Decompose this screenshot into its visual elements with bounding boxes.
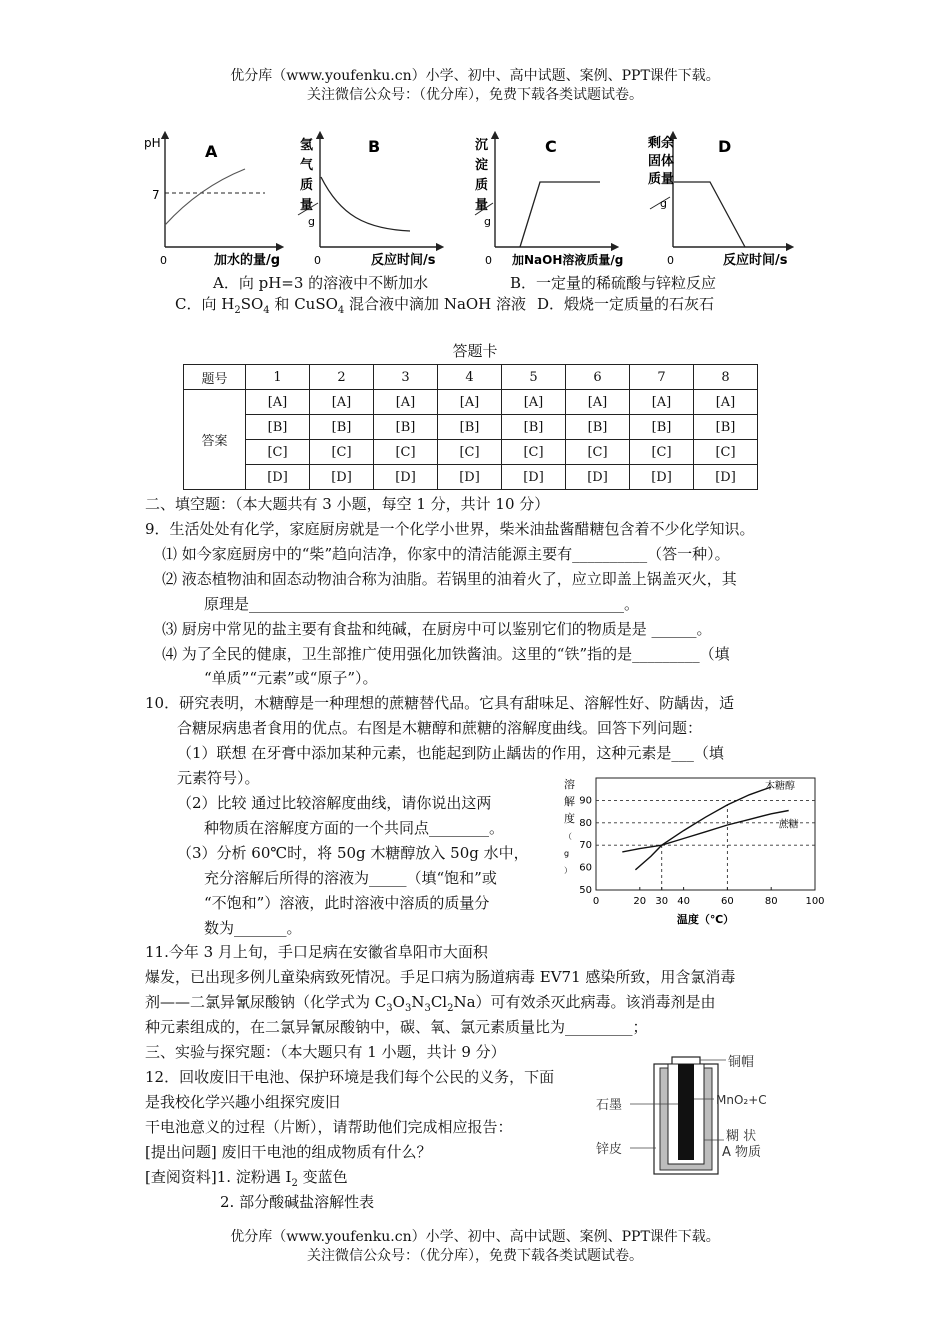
- x-tick-40: 40: [677, 896, 690, 907]
- answer-card-title: 答题卡: [452, 342, 498, 360]
- q11-line-1: 11.今年 3 月上旬，手口足病在安徽省阜阳市大面积: [145, 943, 488, 961]
- choice-1a[interactable]: [A]: [246, 390, 310, 415]
- y-label-char: 度: [564, 812, 575, 825]
- q9-part-2b: 原理是__________________________________________________。: [204, 595, 640, 613]
- q10-part-2a: （2）比较 通过比较溶解度曲线，请你说出这两: [177, 794, 492, 812]
- choice-1c[interactable]: [C]: [246, 440, 310, 465]
- choice-6b[interactable]: [B]: [566, 415, 630, 440]
- label-zinc: 锌皮: [596, 1142, 623, 1157]
- footer-line-1: 优分库（www.youfenku.cn）小学、初中、高中试题、案例、PPT课件下载。: [230, 1229, 720, 1245]
- svg-text:g: g: [308, 215, 315, 228]
- svg-text:g: g: [660, 197, 667, 210]
- y-label-char: 解: [564, 795, 575, 808]
- num-5: 5: [502, 365, 566, 390]
- q11-line-3: 剂——二氯异氰尿酸钠（化学式为 $C_3O_3N_3Cl_2Na$）可有效杀灭此病毒。该消毒剂是由: [145, 993, 716, 1014]
- choice-4c[interactable]: [C]: [438, 440, 502, 465]
- q10-part-3a: （3）分析 60℃时，将 50g 木糖醇放入 50g 水中，: [177, 844, 529, 862]
- y-tick-90: 90: [579, 795, 592, 807]
- choice-2c[interactable]: [C]: [310, 440, 374, 465]
- choice-8b[interactable]: [B]: [694, 415, 758, 440]
- x-tick-20: 20: [633, 896, 647, 907]
- choice-3c[interactable]: [C]: [374, 440, 438, 465]
- choice-5c[interactable]: [C]: [502, 440, 566, 465]
- q11-line-4: 种元素组成的，在二氯异氰尿酸钠中，碳、氧、氯元素质量比为_________；: [145, 1018, 648, 1036]
- y-label-char: g: [564, 849, 570, 858]
- graphs-abcd: [140, 125, 820, 275]
- choice-4d[interactable]: [D]: [438, 465, 502, 490]
- battery-diagram: [590, 1052, 790, 1177]
- choice-3a[interactable]: [A]: [374, 390, 438, 415]
- graph-b-curve: [321, 177, 410, 231]
- answer-card: [183, 364, 758, 490]
- x-tick-0: 0: [592, 896, 600, 907]
- choice-4a[interactable]: [A]: [438, 390, 502, 415]
- q12-line-1: 12．回收废旧干电池、保护环境是我们每个公民的义务，下面: [145, 1068, 555, 1086]
- num-1: 1: [246, 365, 310, 390]
- q9-part-2a: ⑵ 液态植物油和固态动物油合称为油脂。若锅里的油着火了，应立即盖上锅盖灭火，其: [162, 570, 737, 588]
- svg-text:质量: 质量: [648, 172, 675, 187]
- choice-7c[interactable]: [C]: [630, 440, 694, 465]
- q9-part-1: ⑴ 如今家庭厨房中的“柴”趋向洁净，你家中的清洁能源主要有__________（答一种）。: [162, 545, 730, 563]
- choice-2d[interactable]: [D]: [310, 465, 374, 490]
- svg-text:g: g: [484, 215, 491, 228]
- series-label-2: 蔗糖: [778, 819, 799, 831]
- option-d: D．煅烧一定质量的石灰石: [537, 295, 715, 313]
- num-8: 8: [694, 365, 758, 390]
- graph-d-letter: D: [718, 137, 732, 156]
- q12-line-3: 干电池意义的过程（片断），请帮助他们完成相应报告：: [145, 1118, 513, 1136]
- series-line-1: [635, 787, 771, 870]
- graph-d: [648, 135, 790, 268]
- choice-5b[interactable]: [B]: [502, 415, 566, 440]
- choice-5a[interactable]: [A]: [502, 390, 566, 415]
- section-3-title: 三、实验与探究题：（本大题只有 1 小题，共计 9 分）: [145, 1043, 506, 1061]
- col-header: 题号: [184, 365, 246, 390]
- num-6: 6: [566, 365, 630, 390]
- graph-c-letter: C: [545, 137, 557, 156]
- label-graphite: 石墨: [596, 1098, 623, 1113]
- q9-part-4b: “单质”“元素”或“原子”）。: [204, 669, 378, 687]
- graph-b-letter: B: [368, 137, 381, 156]
- num-3: 3: [374, 365, 438, 390]
- graph-d-xlabel: 反应时间/s: [723, 253, 788, 268]
- q9-part-4a: ⑷ 为了全民的健康，卫生部推广使用强化加铁酱油。这里的“铁”指的是_________（填: [162, 645, 730, 663]
- y-label-char: （: [564, 832, 572, 841]
- svg-text:氢: 氢: [300, 138, 314, 153]
- series-label-1: 木糖醇: [764, 781, 795, 793]
- y-tick-70: 70: [579, 840, 592, 852]
- y-label-char: 溶: [564, 778, 575, 791]
- svg-text:固体: 固体: [648, 154, 675, 169]
- choice-6a[interactable]: [A]: [566, 390, 630, 415]
- choice-3b[interactable]: [B]: [374, 415, 438, 440]
- graph-a: [144, 135, 280, 268]
- label-cap: 铜帽: [728, 1055, 755, 1070]
- choice-8c[interactable]: [C]: [694, 440, 758, 465]
- choice-8a[interactable]: [A]: [694, 390, 758, 415]
- svg-text:质: 质: [475, 178, 489, 193]
- choice-6d[interactable]: [D]: [566, 465, 630, 490]
- q9-part-3: ⑶ 厨房中常见的盐主要有食盐和纯碱，在厨房中可以鉴别它们的物质是是 ______。: [162, 620, 712, 638]
- graph-a-curve: [165, 169, 245, 225]
- choice-3d[interactable]: [D]: [374, 465, 438, 490]
- q10-part-2b: 种物质在溶解度方面的一个共同点________。: [204, 819, 505, 837]
- choice-8d[interactable]: [D]: [694, 465, 758, 490]
- graph-a-tick: 7: [152, 188, 160, 202]
- q10-stem-1: 10．研究表明，木糖醇是一种理想的蔗糖替代品。它具有甜味足、溶解性好、防龋齿，适: [145, 694, 735, 712]
- choice-1d[interactable]: [D]: [246, 465, 310, 490]
- choice-7d[interactable]: [D]: [630, 465, 694, 490]
- label-mix: MnO₂+C: [716, 1093, 767, 1107]
- choice-7a[interactable]: [A]: [630, 390, 694, 415]
- q10-stem-2: 合糖尿病患者食用的优点。右图是木糖醇和蔗糖的溶解度曲线。回答下列问题：: [177, 719, 703, 737]
- graph-d-curve: [674, 182, 745, 247]
- choice-6c[interactable]: [C]: [566, 440, 630, 465]
- y-tick-50: 50: [579, 885, 592, 896]
- svg-text:淀: 淀: [475, 158, 489, 173]
- label-paste-2: A 物质: [722, 1145, 762, 1160]
- graph-a-xlabel: 加水的量/g: [214, 253, 281, 268]
- option-b: B．一定量的稀硫酸与锌粒反应: [510, 274, 717, 292]
- footer-line-2: 关注微信公众号：（优分库），免费下载各类试题试卷。: [307, 1248, 643, 1264]
- graph-d-origin: 0: [667, 254, 674, 267]
- x-tick-30: 30: [655, 896, 669, 907]
- x-tick-80: 80: [764, 896, 778, 907]
- choice-7b[interactable]: [B]: [630, 415, 694, 440]
- num-7: 7: [630, 365, 694, 390]
- header-line-1: 优分库（www.youfenku.cn）小学、初中、高中试题、案例、PPT课件下载。: [230, 68, 720, 84]
- option-a: A．向 pH=3 的溶液中不断加水: [213, 274, 429, 292]
- graph-a-letter: A: [205, 142, 218, 161]
- solubility-chart: [560, 772, 830, 937]
- x-tick-60: 60: [721, 896, 734, 907]
- svg-text:气: 气: [300, 158, 314, 173]
- label-paste-1: 糊 状: [726, 1129, 757, 1144]
- q10-part-3b: 充分溶解后所得的溶液为_____（填“饱和”或: [204, 869, 497, 887]
- q10-part-1a: （1）联想 在牙膏中添加某种元素，也能起到防止龋齿的作用，这种元素是___（填: [177, 744, 724, 762]
- num-2: 2: [310, 365, 374, 390]
- choice-5d[interactable]: [D]: [502, 465, 566, 490]
- x-axis-label: 温度（℃）: [676, 913, 735, 926]
- q12-line-2: 是我校化学兴趣小组探究废旧: [145, 1093, 341, 1111]
- svg-text:量: 量: [300, 198, 314, 213]
- graph-a-ylabel: pH: [144, 136, 161, 150]
- q9-stem: 9．生活处处有化学，家庭厨房就是一个化学小世界，柴米油盐酱醋糖包含着不少化学知识。: [145, 520, 755, 538]
- q12-line-4: [提出问题] 废旧干电池的组成物质有什么？: [145, 1143, 432, 1161]
- q10-part-1b: 元素符号）。: [177, 769, 260, 787]
- graph-c-curve: [520, 182, 600, 247]
- svg-text:质: 质: [300, 178, 314, 193]
- svg-text:沉: 沉: [475, 138, 489, 153]
- section-2-title: 二、填空题：（本大题共有 3 小题，每空 1 分，共计 10 分）: [145, 495, 550, 513]
- y-label-char: ）: [564, 866, 572, 875]
- choice-4b[interactable]: [B]: [438, 415, 502, 440]
- q12-line-6: 2. 部分酸碱盐溶解性表: [220, 1193, 375, 1211]
- graph-c-xlabel: 加NaOH溶液质量/g: [512, 253, 624, 267]
- graph-b-xlabel: 反应时间/s: [371, 253, 436, 268]
- q11-line-2: 爆发，已出现多例儿童染病致死情况。手足口病为肠道病毒 EV71 感染所致，用含氯消毒: [145, 968, 736, 986]
- x-tick-100: 100: [805, 896, 825, 907]
- svg-text:量: 量: [475, 198, 489, 213]
- y-tick-60: 60: [579, 862, 592, 874]
- row-header: 答案: [184, 390, 246, 490]
- choice-1b[interactable]: [B]: [246, 415, 310, 440]
- graph-c-origin: 0: [485, 254, 492, 267]
- header-line-2: 关注微信公众号：（优分库），免费下载各类试题试卷。: [307, 87, 643, 103]
- option-c: C．向 $H_2SO_4$ 和 CuSO$_4$ 混合液中滴加 NaOH 溶液: [175, 295, 527, 316]
- choice-2b[interactable]: [B]: [310, 415, 374, 440]
- graph-b: [298, 135, 440, 268]
- plot-frame: [596, 778, 815, 890]
- y-tick-80: 80: [579, 817, 592, 829]
- q10-part-3c: “不饱和”）溶液，此时溶液中溶质的质量分: [204, 894, 490, 912]
- q10-part-3d: 数为_______。: [204, 919, 302, 937]
- q12-line-5: [查阅资料]1. 淀粉遇 $I_2$ 变蓝色: [145, 1168, 348, 1189]
- num-4: 4: [438, 365, 502, 390]
- graph-b-origin: 0: [314, 254, 321, 267]
- choice-2a[interactable]: [A]: [310, 390, 374, 415]
- graph-a-origin: 0: [160, 254, 167, 267]
- graph-c: [475, 135, 623, 267]
- svg-text:剩余: 剩余: [648, 136, 675, 151]
